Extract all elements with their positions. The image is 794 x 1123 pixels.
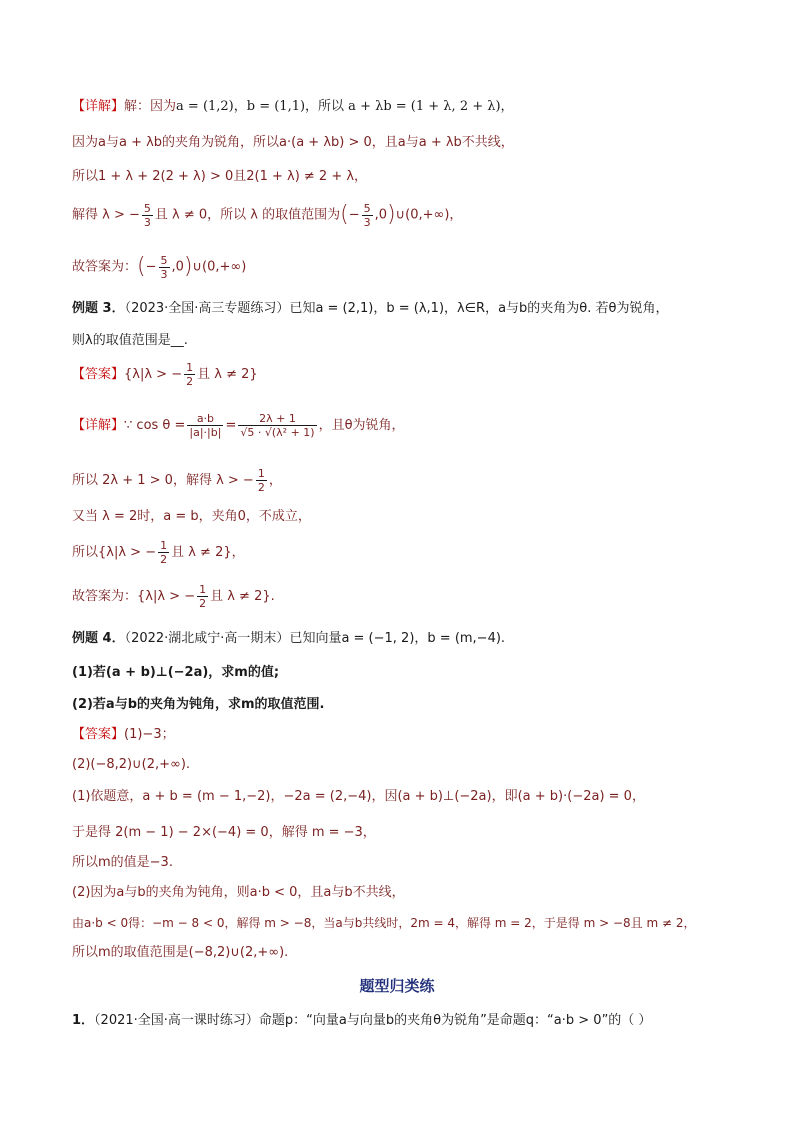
ans4-1: (1)−3；	[124, 727, 175, 742]
question-source: （2021·全国·高一课时练习）	[94, 1013, 259, 1028]
answer-4	[72, 726, 175, 744]
numerator: 5	[160, 253, 168, 267]
l4-e: ∪(0,+∞)，	[395, 207, 463, 223]
fraction	[158, 539, 169, 566]
detail-line-2: 因为a与a + λb的夹角为锐角，所以a·(a + λb) > 0，且a与a + λb不共线，	[72, 135, 514, 150]
numerator: 1	[257, 467, 265, 480]
numerator: a·b	[187, 412, 223, 426]
d3l4-a: 所以{λ|λ > −	[72, 545, 157, 560]
example-4-q1: (1)若(a + b)⊥(−2a)，求m的值;	[72, 665, 280, 680]
detail-line-3: 所以1 + λ + 2(2 + λ) > 0且2(1 + λ) ≠ 2 + λ，	[72, 169, 368, 184]
det3-a: ∵ cos θ =	[124, 418, 186, 433]
l4-a: 解得 λ > −	[72, 207, 140, 223]
solution-line-3: 所以m的值是−3.	[72, 855, 173, 870]
solution-line-4: (2)因为a与b的夹角为钝角，则a·b < 0，且a与b不共线，	[72, 885, 405, 900]
numerator: 1	[160, 539, 168, 552]
answer-tag: 【答案】	[72, 367, 125, 382]
l5-c: ,0	[171, 259, 184, 275]
l5-a: 故答案为：	[72, 259, 138, 275]
denominator: √5 · √(λ² + 1)	[240, 426, 315, 439]
solution-line-6: 所以m的取值范围是(−8,2)∪(2,+∞).	[72, 945, 289, 960]
detail-math: a = (1,2)，b = (1,1)，所以 a + λb = (1 + λ, 2 + λ)，	[176, 99, 514, 114]
solution-line-2: 于是得 2(m − 1) − 2×(−4) = 0，解得 m = −3，	[72, 825, 376, 840]
example-3	[72, 300, 668, 318]
denominator: 3	[160, 267, 168, 281]
detail-tag: 【详解】	[72, 99, 125, 114]
ans3-b: 且 λ ≠ 2}	[197, 367, 258, 382]
detail-3-line-5	[72, 582, 275, 612]
answer-3	[72, 360, 258, 390]
example-label: 例题 3．	[72, 301, 125, 316]
l5-d: ∪(0,+∞)	[192, 259, 247, 275]
d3l5-a: 故答案为：{λ|λ > −	[72, 589, 196, 604]
denominator: 2	[186, 375, 194, 388]
denominator: 3	[143, 215, 151, 229]
solution-line-5: 由a·b < 0得：−m − 8 < 0，解得 m > −8，当a与b共线时，2m = 4，解得 m = 2，于是得 m > −8且 m ≠ 2，	[72, 916, 696, 930]
fraction	[159, 254, 170, 281]
d3l2-b: ，	[268, 473, 282, 488]
example-source: （2023·全国·高三专题练习）	[124, 301, 290, 316]
det3-eq: =	[225, 418, 237, 433]
fraction	[256, 467, 267, 494]
numerator: 2λ + 1	[238, 412, 316, 426]
numerator: 1	[199, 583, 207, 596]
detail-1-line	[72, 98, 514, 116]
fraction	[197, 583, 208, 610]
det3-b: ，且θ为锐角，	[318, 418, 405, 433]
answer-line: 故答案为：(− $\frac{5}{3}$ ,0)∪(0,+∞)	[72, 253, 247, 281]
denominator: |a|·|b|	[189, 426, 222, 439]
example-label: 例题 4．	[72, 631, 125, 646]
detail-text: 解：因为	[124, 99, 177, 114]
detail-3-line-4	[72, 538, 245, 568]
denominator: 2	[160, 553, 168, 566]
d3l5-b: 且 λ ≠ 2}.	[210, 589, 275, 604]
example-4-q2: (2)若a与b的夹角为钝角，求m的取值范围.	[72, 697, 325, 712]
fraction	[142, 202, 153, 229]
answer-4-line-2: (2)(−8,2)∪(2,+∞).	[72, 757, 191, 772]
d3l2-a: 所以 2λ + 1 > 0，解得 λ > −	[72, 473, 254, 488]
detail-3-line-3: 又当 λ = 2时，a = b，夹角0，不成立，	[72, 509, 311, 524]
d3l4-b: 且 λ ≠ 2}，	[171, 545, 245, 560]
fraction	[238, 412, 316, 439]
denominator: 2	[199, 597, 207, 610]
denominator: 2	[257, 481, 265, 494]
example-text: 已知a = (2,1)，b = (λ,1)，λ∈R，a与b的夹角为θ. 若θ为锐角，	[289, 301, 669, 316]
question-1	[72, 1012, 651, 1030]
numerator: 5	[143, 201, 151, 215]
ans3-a: {λ|λ > −	[124, 367, 183, 382]
detail-3	[72, 408, 405, 444]
example-3-line-2: 则λ的取值范围是__.	[72, 333, 188, 348]
l4-c: −	[348, 207, 360, 223]
numerator: 1	[186, 361, 194, 374]
detail-3-line-2	[72, 466, 282, 496]
answer-tag: 【答案】	[72, 727, 125, 742]
fraction	[362, 202, 373, 229]
l5-b: −	[145, 259, 157, 275]
question-number: 1．	[72, 1013, 95, 1028]
example-4	[72, 630, 505, 648]
l4-b: 且 λ ≠ 0，所以 λ 的取值范围为	[154, 207, 341, 223]
section-title: 题型归类练	[359, 977, 435, 995]
solution-line-1: (1)依题意，a + b = (m − 1,−2)，−2a = (2,−4)，因(a + b)⊥(−2a)，即(a + b)·(−2a) = 0，	[72, 789, 645, 804]
example-source: （2022·湖北咸宁·高一期末）	[124, 631, 290, 646]
example-text: 已知向量a = (−1, 2)，b = (m,−4).	[289, 631, 506, 646]
fraction	[184, 361, 195, 388]
l4-d: ,0	[374, 207, 388, 223]
numerator: 5	[363, 201, 371, 215]
denominator: 3	[363, 215, 371, 229]
detail-tag: 【详解】	[72, 418, 125, 433]
detail-line-4: 解得 λ > − $\frac{5}{3}$ 且 λ ≠ 0，所以 λ 的取值范围为(− $\frac{5}{3}$ ,0)∪(0,+∞)，	[72, 201, 463, 229]
fraction	[187, 412, 223, 439]
question-text: 命题p：“向量a与向量b的夹角θ为锐角”是命题q：“a·b > 0”的（ ）	[258, 1013, 652, 1028]
